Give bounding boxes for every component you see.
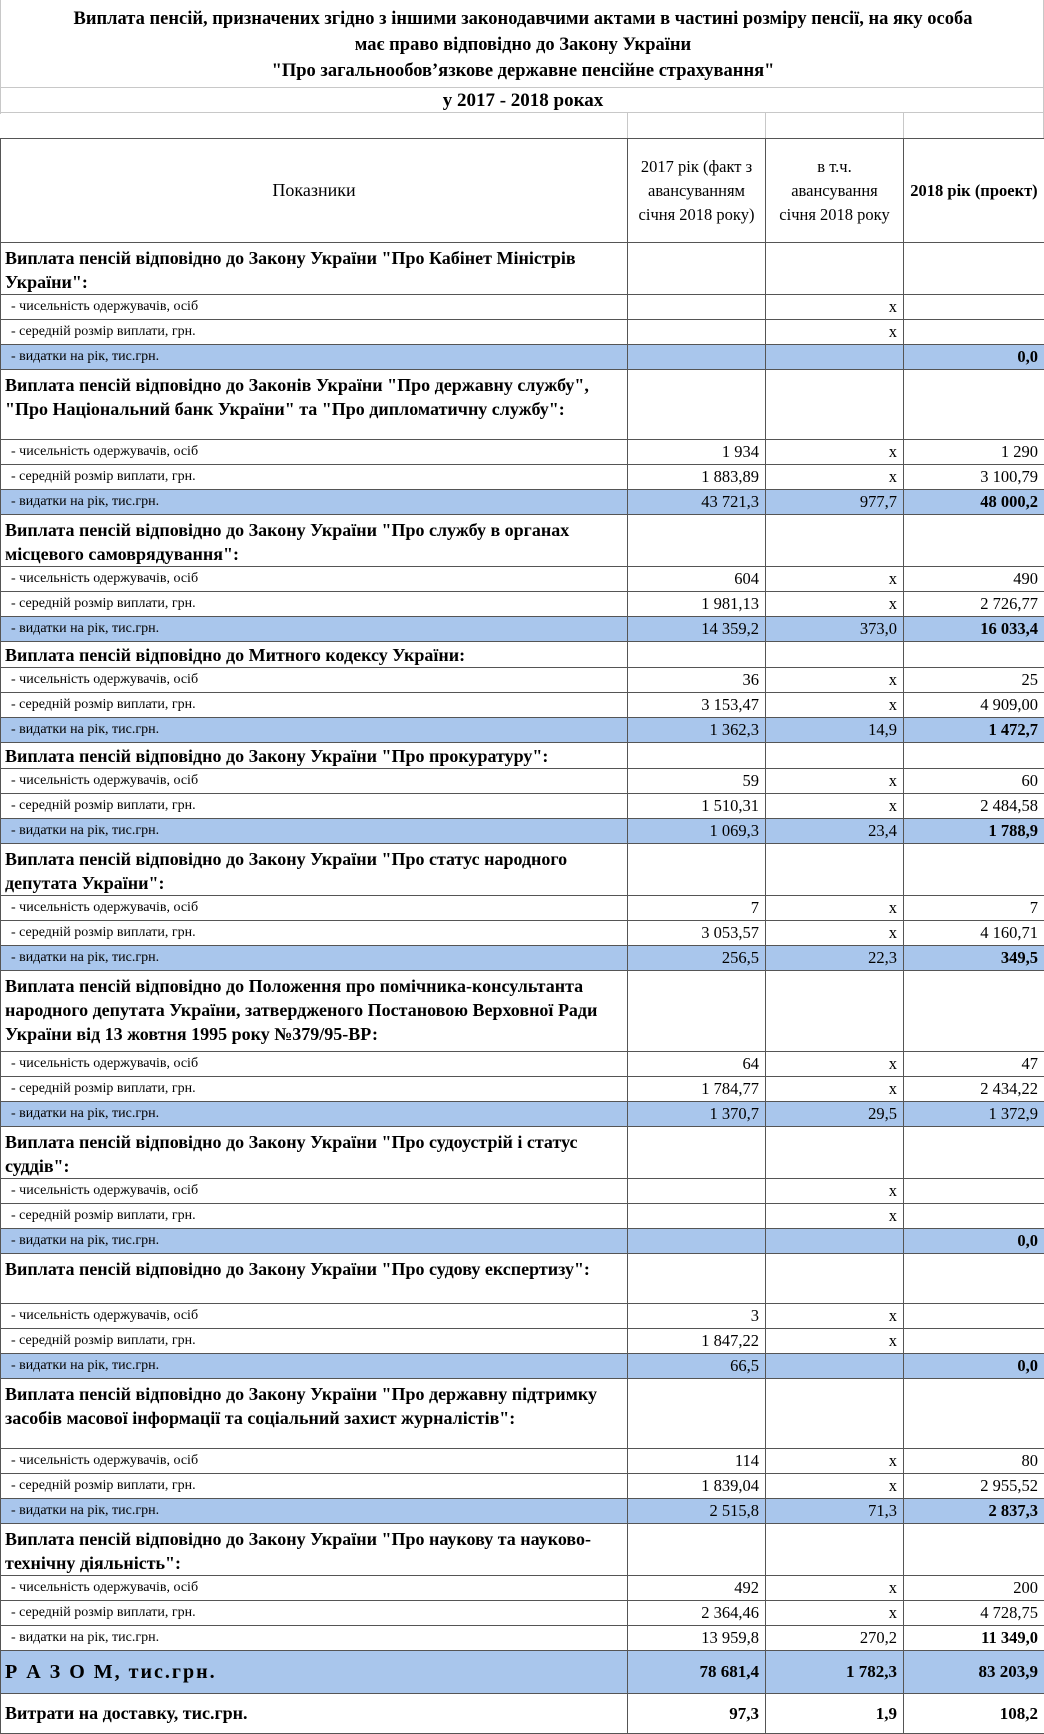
value-2017: 14 359,2 — [628, 617, 766, 642]
value-2017: 1 839,04 — [628, 1474, 766, 1499]
value-advance: x — [766, 1204, 904, 1229]
section-empty-cell — [766, 743, 904, 769]
value-advance — [766, 1354, 904, 1379]
table-row-expenses — [1, 1229, 1044, 1254]
table-row-count — [1, 1449, 1044, 1474]
section-empty-cell — [628, 1524, 766, 1576]
row-label-avg: - середній розмір виплати, грн. — [1, 1601, 628, 1626]
row-label-count: - чисельність одержувачів, осіб — [1, 1576, 628, 1601]
value-2018: 11 349,0 — [904, 1626, 1044, 1651]
table-row-expenses — [1, 718, 1044, 743]
value-2018: 349,5 — [904, 946, 1044, 971]
table-row-count — [1, 1179, 1044, 1204]
section-header-row — [1, 1524, 1044, 1576]
value-advance: x — [766, 465, 904, 490]
value-advance: x — [766, 592, 904, 617]
value-advance: x — [766, 693, 904, 718]
row-label-expenses: - видатки на рік, тис.грн. — [1, 819, 628, 844]
value-2017 — [628, 1204, 766, 1229]
value-2018: 1 788,9 — [904, 819, 1044, 844]
header-2017: 2017 рік (факт з авансуванням січня 2018 року) — [628, 139, 766, 243]
table-row-count — [1, 1052, 1044, 1077]
value-2018: 490 — [904, 567, 1044, 592]
section-title: Виплата пенсій відповідно до Закону України "Про статус народного депутата України": — [1, 844, 628, 896]
value-2018: 0,0 — [904, 1229, 1044, 1254]
section-empty-cell — [904, 1127, 1044, 1179]
value-2017: 13 959,8 — [628, 1626, 766, 1651]
value-2018: 16 033,4 — [904, 617, 1044, 642]
value-advance: x — [766, 896, 904, 921]
table-body — [1, 243, 1044, 1651]
section-empty-cell — [904, 971, 1044, 1052]
value-2017: 1 847,22 — [628, 1329, 766, 1354]
section-empty-cell — [904, 370, 1044, 440]
value-advance: 977,7 — [766, 490, 904, 515]
value-2017: 114 — [628, 1449, 766, 1474]
total-2018: 83 203,9 — [904, 1651, 1044, 1694]
row-label-count: - чисельність одержувачів, осіб — [1, 1449, 628, 1474]
value-2017: 1 362,3 — [628, 718, 766, 743]
value-advance: 23,4 — [766, 819, 904, 844]
row-label-count: - чисельність одержувачів, осіб — [1, 295, 628, 320]
section-empty-cell — [628, 844, 766, 896]
value-advance — [766, 345, 904, 370]
table-row-expenses — [1, 617, 1044, 642]
value-2017: 256,5 — [628, 946, 766, 971]
value-2018: 80 — [904, 1449, 1044, 1474]
section-empty-cell — [766, 243, 904, 295]
value-2018: 2 484,58 — [904, 794, 1044, 819]
value-2017 — [628, 295, 766, 320]
table-row-expenses — [1, 490, 1044, 515]
value-advance: x — [766, 567, 904, 592]
value-2018: 2 955,52 — [904, 1474, 1044, 1499]
section-empty-cell — [628, 642, 766, 668]
delivery-2017: 97,3 — [628, 1694, 766, 1734]
value-2018 — [904, 1204, 1044, 1229]
row-label-avg: - середній розмір виплати, грн. — [1, 1329, 628, 1354]
section-header-row — [1, 515, 1044, 567]
row-label-count: - чисельність одержувачів, осіб — [1, 1304, 628, 1329]
value-2018: 48 000,2 — [904, 490, 1044, 515]
section-empty-cell — [904, 743, 1044, 769]
section-empty-cell — [628, 1127, 766, 1179]
table-row-expenses — [1, 946, 1044, 971]
value-2017 — [628, 1179, 766, 1204]
section-title: Виплата пенсій відповідно до Законів України "Про державну службу", "Про Національний банк України" та "Про дипломатичну службу": — [1, 370, 628, 440]
document-title — [1, 0, 1044, 88]
value-2018: 47 — [904, 1052, 1044, 1077]
row-label-count: - чисельність одержувачів, осіб — [1, 1052, 628, 1077]
value-2018: 4 160,71 — [904, 921, 1044, 946]
section-empty-cell — [904, 243, 1044, 295]
value-2018: 4 728,75 — [904, 1601, 1044, 1626]
total-row — [1, 1651, 1044, 1694]
value-2017: 64 — [628, 1052, 766, 1077]
value-2017: 1 784,77 — [628, 1077, 766, 1102]
table-row-expenses — [1, 1626, 1044, 1651]
section-empty-cell — [766, 971, 904, 1052]
value-advance: x — [766, 1052, 904, 1077]
section-empty-cell — [628, 370, 766, 440]
row-label-expenses: - видатки на рік, тис.грн. — [1, 1229, 628, 1254]
table-row-count — [1, 668, 1044, 693]
value-advance: x — [766, 794, 904, 819]
section-title: Виплата пенсій відповідно до Закону України "Про державну підтримку засобів масової інформації та соціальний захист журналістів": — [1, 1379, 628, 1449]
value-2017: 59 — [628, 769, 766, 794]
row-label-count: - чисельність одержувачів, осіб — [1, 567, 628, 592]
delivery-label: Витрати на доставку, тис.грн. — [1, 1694, 628, 1734]
total-advance: 1 782,3 — [766, 1651, 904, 1694]
value-2017: 1 510,31 — [628, 794, 766, 819]
value-advance: x — [766, 1179, 904, 1204]
value-2017: 3 153,47 — [628, 693, 766, 718]
value-advance: 29,5 — [766, 1102, 904, 1127]
delivery-row — [1, 1694, 1044, 1734]
value-2017: 1 981,13 — [628, 592, 766, 617]
section-empty-cell — [766, 1379, 904, 1449]
value-advance: 14,9 — [766, 718, 904, 743]
section-empty-cell — [628, 243, 766, 295]
row-label-count: - чисельність одержувачів, осіб — [1, 896, 628, 921]
row-label-avg: - середній розмір виплати, грн. — [1, 921, 628, 946]
value-2017 — [628, 345, 766, 370]
row-label-expenses: - видатки на рік, тис.грн. — [1, 617, 628, 642]
value-2017: 3 053,57 — [628, 921, 766, 946]
table-row-count — [1, 440, 1044, 465]
table-row-expenses — [1, 1354, 1044, 1379]
section-empty-cell — [766, 844, 904, 896]
row-label-expenses: - видатки на рік, тис.грн. — [1, 345, 628, 370]
value-2018: 1 472,7 — [904, 718, 1044, 743]
section-empty-cell — [904, 642, 1044, 668]
table-header-row — [1, 139, 1044, 243]
value-advance — [766, 1229, 904, 1254]
table-row-expenses — [1, 345, 1044, 370]
value-2017: 36 — [628, 668, 766, 693]
section-empty-cell — [904, 1379, 1044, 1449]
value-2017: 1 069,3 — [628, 819, 766, 844]
row-label-count: - чисельність одержувачів, осіб — [1, 769, 628, 794]
value-2018: 3 100,79 — [904, 465, 1044, 490]
table-row-avg — [1, 921, 1044, 946]
value-2017: 1 370,7 — [628, 1102, 766, 1127]
value-advance: x — [766, 1576, 904, 1601]
table-row-avg — [1, 693, 1044, 718]
row-label-count: - чисельність одержувачів, осіб — [1, 440, 628, 465]
value-2017: 604 — [628, 567, 766, 592]
section-title: Виплата пенсій відповідно до Закону України "Про Кабінет Міністрів України": — [1, 243, 628, 295]
section-header-row — [1, 642, 1044, 668]
section-header-row — [1, 243, 1044, 295]
value-2018: 0,0 — [904, 345, 1044, 370]
row-label-avg: - середній розмір виплати, грн. — [1, 1204, 628, 1229]
section-empty-cell — [628, 743, 766, 769]
value-advance: x — [766, 668, 904, 693]
value-2017: 66,5 — [628, 1354, 766, 1379]
pensions-table — [0, 138, 1044, 1734]
value-2017: 2 364,46 — [628, 1601, 766, 1626]
table-row-avg — [1, 1601, 1044, 1626]
value-2018: 1 290 — [904, 440, 1044, 465]
section-empty-cell — [904, 1254, 1044, 1304]
section-empty-cell — [628, 971, 766, 1052]
row-label-count: - чисельність одержувачів, осіб — [1, 1179, 628, 1204]
section-header-row — [1, 1379, 1044, 1449]
value-2017: 3 — [628, 1304, 766, 1329]
value-2018: 0,0 — [904, 1354, 1044, 1379]
section-empty-cell — [766, 1524, 904, 1576]
title-line-3: "Про загальнообов’язкове державне пенсійне страхування" — [1, 58, 1044, 84]
title-block — [0, 0, 1044, 114]
table-row-avg — [1, 1204, 1044, 1229]
row-label-expenses: - видатки на рік, тис.грн. — [1, 490, 628, 515]
delivery-advance: 1,9 — [766, 1694, 904, 1734]
table-row-avg — [1, 592, 1044, 617]
table-row-count — [1, 1576, 1044, 1601]
section-empty-cell — [766, 1254, 904, 1304]
section-header-row — [1, 743, 1044, 769]
row-label-avg: - середній розмір виплати, грн. — [1, 320, 628, 345]
value-2017: 43 721,3 — [628, 490, 766, 515]
section-title: Виплата пенсій відповідно до Закону України "Про судоустрій і статус суддів": — [1, 1127, 628, 1179]
value-advance: 373,0 — [766, 617, 904, 642]
value-advance: 270,2 — [766, 1626, 904, 1651]
row-label-count: - чисельність одержувачів, осіб — [1, 668, 628, 693]
title-line-1: Виплата пенсій, призначених згідно з іншими законодавчими актами в частині розміру пенсії, на яку особа — [1, 6, 1044, 32]
value-2017: 2 515,8 — [628, 1499, 766, 1524]
row-label-avg: - середній розмір виплати, грн. — [1, 794, 628, 819]
value-advance: x — [766, 320, 904, 345]
value-advance: x — [766, 295, 904, 320]
row-label-avg: - середній розмір виплати, грн. — [1, 465, 628, 490]
section-header-row — [1, 844, 1044, 896]
header-advance: в т.ч. авансування січня 2018 року — [766, 139, 904, 243]
value-2018 — [904, 1304, 1044, 1329]
value-2018 — [904, 1179, 1044, 1204]
table-row-expenses — [1, 1102, 1044, 1127]
section-title: Виплата пенсій відповідно до Закону України "Про службу в органах місцевого самоврядування": — [1, 515, 628, 567]
value-2018: 2 434,22 — [904, 1077, 1044, 1102]
value-advance: x — [766, 1474, 904, 1499]
value-2018 — [904, 320, 1044, 345]
section-empty-cell — [628, 515, 766, 567]
value-advance: x — [766, 1304, 904, 1329]
value-advance: x — [766, 1601, 904, 1626]
value-2018 — [904, 295, 1044, 320]
header-indicators: Показники — [1, 139, 628, 243]
title-years: у 2017 - 2018 роках — [1, 88, 1044, 113]
table-row-count — [1, 896, 1044, 921]
section-header-row — [1, 370, 1044, 440]
row-label-avg: - середній розмір виплати, грн. — [1, 1474, 628, 1499]
value-2018: 2 726,77 — [904, 592, 1044, 617]
section-header-row — [1, 1254, 1044, 1304]
delivery-2018: 108,2 — [904, 1694, 1044, 1734]
row-label-expenses: - видатки на рік, тис.грн. — [1, 1102, 628, 1127]
table-row-count — [1, 295, 1044, 320]
table-row-avg — [1, 320, 1044, 345]
table-row-avg — [1, 465, 1044, 490]
value-2018: 7 — [904, 896, 1044, 921]
value-advance: x — [766, 1077, 904, 1102]
row-label-expenses: - видатки на рік, тис.грн. — [1, 1626, 628, 1651]
section-empty-cell — [766, 1127, 904, 1179]
section-title: Виплата пенсій відповідно до Закону України "Про прокуратуру": — [1, 743, 628, 769]
value-advance: x — [766, 1449, 904, 1474]
value-advance: x — [766, 440, 904, 465]
table-row-expenses — [1, 1499, 1044, 1524]
value-2017: 1 883,89 — [628, 465, 766, 490]
section-empty-cell — [766, 642, 904, 668]
table-row-expenses — [1, 819, 1044, 844]
section-header-row — [1, 1127, 1044, 1179]
value-2017 — [628, 320, 766, 345]
section-title: Виплата пенсій відповідно до Закону України "Про судову експертизу": — [1, 1254, 628, 1304]
value-2018: 60 — [904, 769, 1044, 794]
table-row-count — [1, 769, 1044, 794]
section-empty-cell — [628, 1379, 766, 1449]
value-2017: 7 — [628, 896, 766, 921]
row-label-avg: - середній розмір виплати, грн. — [1, 592, 628, 617]
table-row-avg — [1, 794, 1044, 819]
section-title: Виплата пенсій відповідно до Закону України "Про наукову та науково-технічну діяльність": — [1, 1524, 628, 1576]
section-header-row — [1, 971, 1044, 1052]
value-2018: 1 372,9 — [904, 1102, 1044, 1127]
row-label-expenses: - видатки на рік, тис.грн. — [1, 1499, 628, 1524]
value-2017: 1 934 — [628, 440, 766, 465]
total-label: Р А З О М, тис.грн. — [1, 1651, 628, 1694]
title-line-2: має право відповідно до Закону України — [1, 32, 1044, 58]
value-advance: 22,3 — [766, 946, 904, 971]
section-title: Виплата пенсій відповідно до Митного кодексу України: — [1, 642, 628, 668]
value-advance: x — [766, 1329, 904, 1354]
table-row-count — [1, 1304, 1044, 1329]
section-empty-cell — [904, 1524, 1044, 1576]
row-label-expenses: - видатки на рік, тис.грн. — [1, 1354, 628, 1379]
value-advance: x — [766, 769, 904, 794]
row-label-expenses: - видатки на рік, тис.грн. — [1, 946, 628, 971]
spacer-row — [0, 113, 1044, 139]
total-2017: 78 681,4 — [628, 1651, 766, 1694]
value-2017: 492 — [628, 1576, 766, 1601]
value-2018 — [904, 1329, 1044, 1354]
section-empty-cell — [628, 1254, 766, 1304]
value-2018: 4 909,00 — [904, 693, 1044, 718]
section-title: Виплата пенсій відповідно до Положення про помічника-консультанта народного депутата України, затвердженого Постановою Верховної Ради України від 13 жовтня 1995 року №379/95-ВР: — [1, 971, 628, 1052]
section-empty-cell — [766, 370, 904, 440]
value-2018: 2 837,3 — [904, 1499, 1044, 1524]
row-label-expenses: - видатки на рік, тис.грн. — [1, 718, 628, 743]
value-2017 — [628, 1229, 766, 1254]
table-row-count — [1, 567, 1044, 592]
header-2018: 2018 рік (проект) — [904, 139, 1044, 243]
value-advance: x — [766, 921, 904, 946]
row-label-avg: - середній розмір виплати, грн. — [1, 693, 628, 718]
section-empty-cell — [904, 844, 1044, 896]
value-2018: 200 — [904, 1576, 1044, 1601]
table-row-avg — [1, 1474, 1044, 1499]
table-row-avg — [1, 1329, 1044, 1354]
value-2018: 25 — [904, 668, 1044, 693]
section-empty-cell — [904, 515, 1044, 567]
section-empty-cell — [766, 515, 904, 567]
value-advance: 71,3 — [766, 1499, 904, 1524]
row-label-avg: - середній розмір виплати, грн. — [1, 1077, 628, 1102]
table-row-avg — [1, 1077, 1044, 1102]
